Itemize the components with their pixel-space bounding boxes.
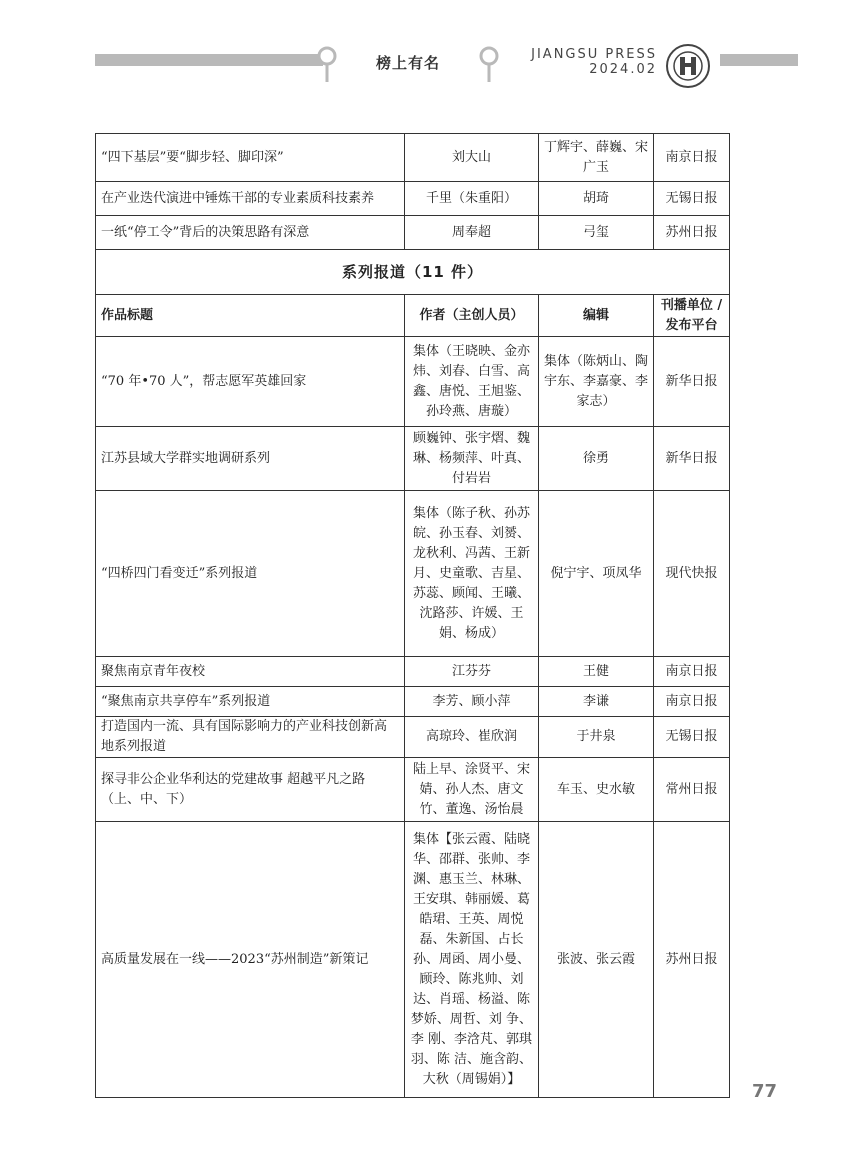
cell-title: 在产业迭代演进中锤炼干部的专业素质科技素养: [96, 182, 405, 216]
cell-author: 集体（陈子秋、孙苏皖、孙玉春、刘赟、龙秋利、冯茜、王新月、史童歌、吉星、苏蕊、顾闻、王曦、沈路莎、许媛、王娟、杨成）: [405, 491, 539, 657]
cell-author: 刘大山: [405, 134, 539, 182]
cell-outlet: 常州日报: [654, 758, 730, 822]
cell-author: 周奉超: [405, 216, 539, 250]
cell-title: 聚焦南京青年夜校: [96, 657, 405, 687]
cell-editor: 车玉、史水敏: [539, 758, 654, 822]
cell-editor: 胡琦: [539, 182, 654, 216]
cell-editor: 丁辉宇、薛巍、宋广玉: [539, 134, 654, 182]
column-header-author: 作者（主创人员）: [405, 295, 539, 337]
pin-icon: [316, 46, 338, 84]
table-row: [96, 182, 730, 216]
section-heading-row: [96, 250, 730, 295]
table-row: [96, 657, 730, 687]
cell-editor: 弓玺: [539, 216, 654, 250]
cell-title: 高质量发展在一线——2023“苏州制造”新策记: [96, 822, 405, 1098]
cell-editor: 王健: [539, 657, 654, 687]
cell-editor: 徐勇: [539, 427, 654, 491]
table-row: [96, 687, 730, 717]
cell-outlet: 苏州日报: [654, 216, 730, 250]
column-header-title: 作品标题: [96, 295, 405, 337]
table-row: [96, 337, 730, 427]
section-title: 榜上有名: [376, 54, 441, 72]
header-bar-right: [720, 54, 798, 66]
header-bar-left: [95, 54, 323, 66]
magazine-logo-icon: [665, 43, 711, 89]
cell-title: “四下基层”要“脚步轻、脚印深”: [96, 134, 405, 182]
cell-editor: 集体（陈炳山、陶宇东、李嘉豪、李家志）: [539, 337, 654, 427]
cell-title: “四桥四门看变迁”系列报道: [96, 491, 405, 657]
cell-title: 江苏县域大学群实地调研系列: [96, 427, 405, 491]
cell-outlet: 新华日报: [654, 337, 730, 427]
cell-author: 千里（朱重阳）: [405, 182, 539, 216]
award-list-table: [95, 133, 730, 1098]
cell-outlet: 南京日报: [654, 134, 730, 182]
cell-author: 陆上早、涂贤平、宋婧、孙人杰、唐文竹、董逸、汤怡晨: [405, 758, 539, 822]
cell-editor: 倪宁宇、项凤华: [539, 491, 654, 657]
cell-author: 江芬芬: [405, 657, 539, 687]
cell-editor: 于井泉: [539, 717, 654, 758]
cell-editor: 李谦: [539, 687, 654, 717]
table-row: [96, 758, 730, 822]
cell-title: “70 年•70 人”，帮志愿军英雄回家: [96, 337, 405, 427]
cell-outlet: 无锡日报: [654, 717, 730, 758]
column-header-outlet: 刊播单位 / 发布平台: [654, 295, 730, 337]
cell-editor: 张波、张云霞: [539, 822, 654, 1098]
table-row: [96, 491, 730, 657]
column-header-editor: 编辑: [539, 295, 654, 337]
cell-title: 探寻非公企业华利达的党建故事 超越平凡之路（上、中、下）: [96, 758, 405, 822]
cell-author: 高琼玲、崔欣润: [405, 717, 539, 758]
page-number: 77: [752, 1081, 778, 1102]
table-row: [96, 717, 730, 758]
cell-author: 顾巍钟、张宇熠、魏琳、杨频萍、叶真、付岩岩: [405, 427, 539, 491]
cell-outlet: 无锡日报: [654, 182, 730, 216]
cell-outlet: 南京日报: [654, 657, 730, 687]
cell-outlet: 新华日报: [654, 427, 730, 491]
cell-title: 一纸“停工令”背后的决策思路有深意: [96, 216, 405, 250]
cell-title: 打造国内一流、具有国际影响力的产业科技创新高地系列报道: [96, 717, 405, 758]
section-heading: 系列报道（11 件）: [96, 250, 730, 295]
cell-author: 集体（王晓映、金亦炜、刘春、白雪、高鑫、唐悦、王旭鉴、孙玲燕、唐璇）: [405, 337, 539, 427]
column-header-row: [96, 295, 730, 337]
magazine-name: JIANGSU PRESS: [531, 47, 657, 62]
issue-number: 2024.02: [589, 62, 657, 77]
table-row: [96, 427, 730, 491]
table-row: [96, 216, 730, 250]
magazine-masthead: [519, 47, 657, 77]
cell-outlet: 苏州日报: [654, 822, 730, 1098]
cell-title: “聚焦南京共享停车”系列报道: [96, 687, 405, 717]
table-row: [96, 822, 730, 1098]
cell-author: 李芳、顾小萍: [405, 687, 539, 717]
table-row: [96, 134, 730, 182]
pin-icon: [478, 46, 500, 84]
cell-author: 集体【张云霞、陆晓华、邵群、张帅、李渊、惠玉兰、林琳、王安琪、韩丽媛、葛皓珺、王英、周悦磊、朱新国、占长孙、周函、周小曼、顾玲、陈兆帅、刘达、肖瑶、杨溢、陈梦娇、周哲、刘 争、李 刚、李浛芃、郭琪羽、陈 洁、施含韵、大秋（周锡娟）】: [405, 822, 539, 1098]
cell-outlet: 南京日报: [654, 687, 730, 717]
cell-outlet: 现代快报: [654, 491, 730, 657]
